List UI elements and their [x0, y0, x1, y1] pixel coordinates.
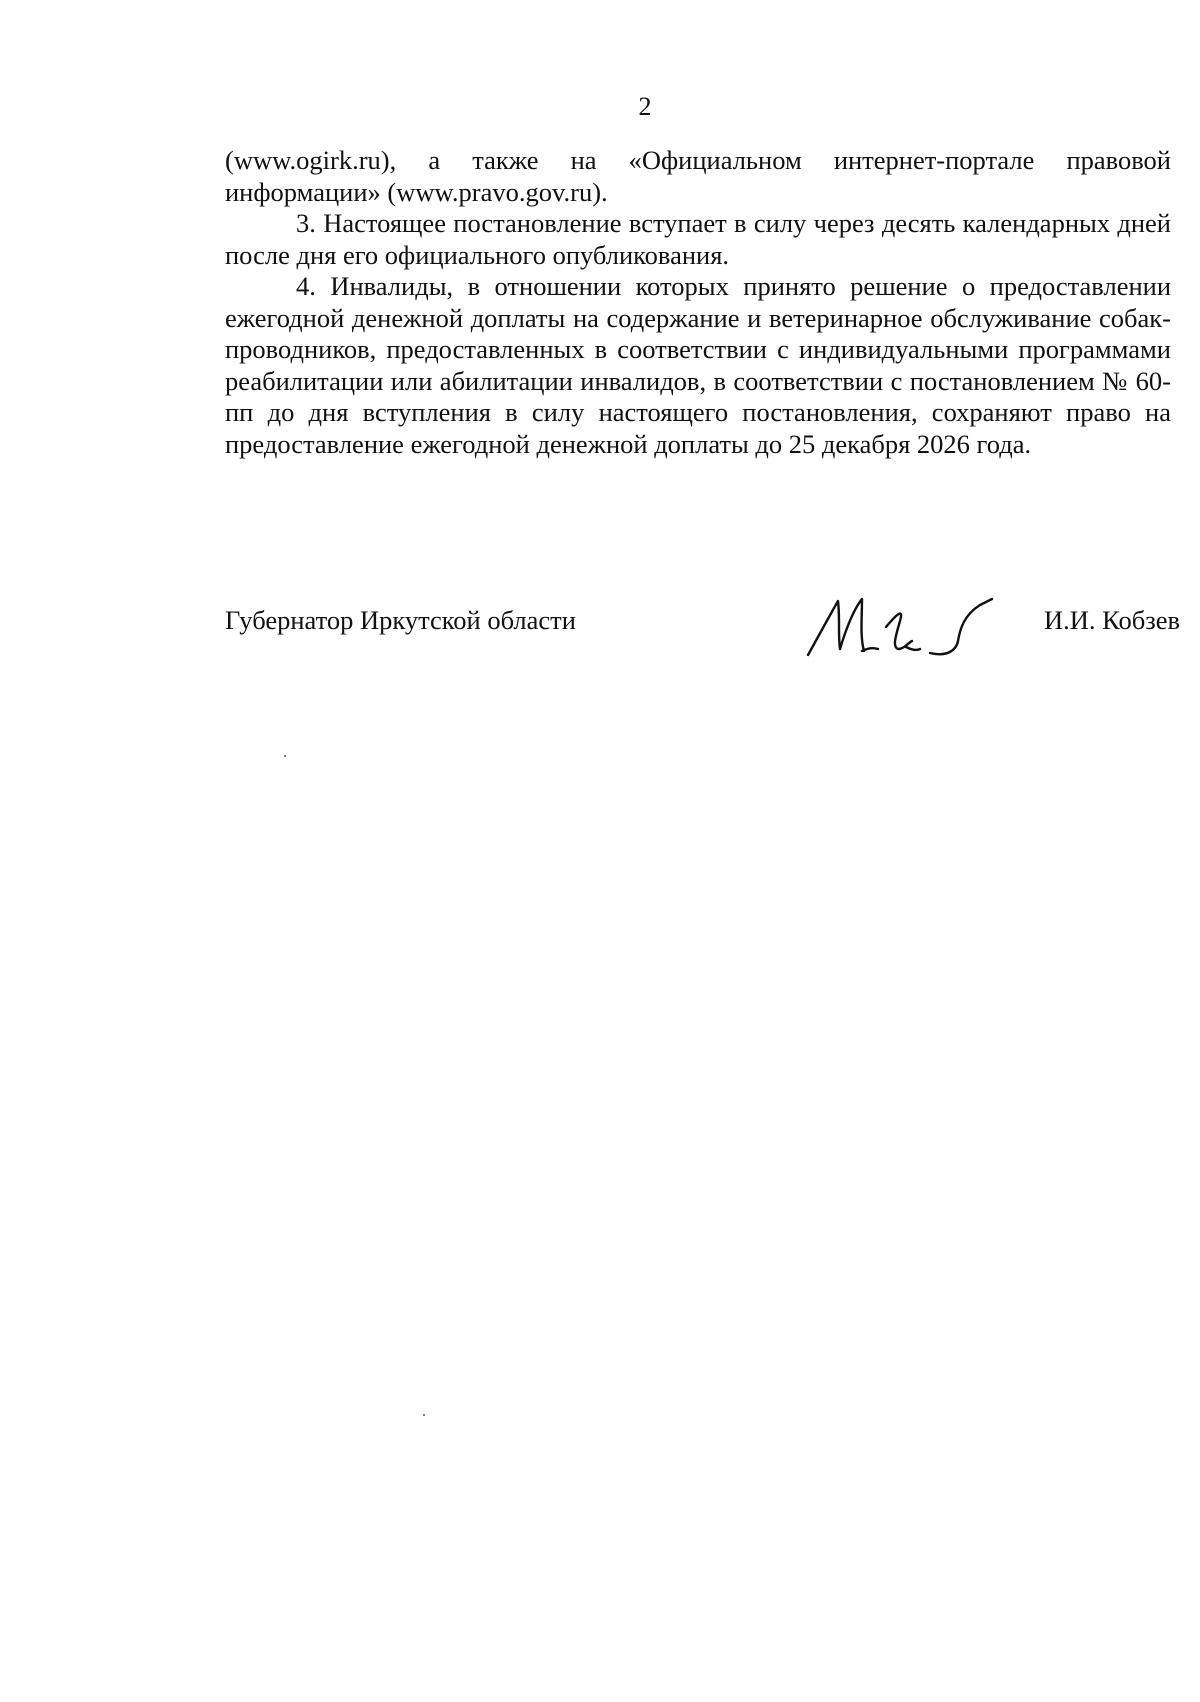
page-number: 2 [638, 92, 652, 121]
signature-block [225, 605, 1180, 655]
handwritten-signature-icon [800, 587, 1000, 667]
paragraph-continuation: (www.ogirk.ru), а также на «Официальном интернет-портале правовой информации» (www.pravo.gov.ru). [225, 145, 1171, 207]
paragraph-item-3: 3. Настоящее постановление вступает в силу через десять календарных дней после дня его официального опубликования. [225, 208, 1171, 270]
signatory-name: И.И. Кобзев [1044, 605, 1180, 635]
paragraph-item-4: 4. Инвалиды, в отношении которых принято решение о предоставлении ежегодной денежной доплаты на содержание и ветеринарное обслуживание собак-проводников, предоставленных в соответствии с индивидуальными программами реабилитации или абилитации инвалидов, в соответствии с постановлением № 60-пп до дня вступления в силу настоящего постановления, сохраняют право на предоставление ежегодной денежной доплаты до 25 декабря 2026 года. [225, 271, 1171, 459]
scan-speck [423, 1414, 425, 1416]
signatory-title: Губернатор Иркутской области [225, 605, 576, 635]
document-body [225, 145, 1171, 460]
scan-speck [284, 755, 286, 757]
